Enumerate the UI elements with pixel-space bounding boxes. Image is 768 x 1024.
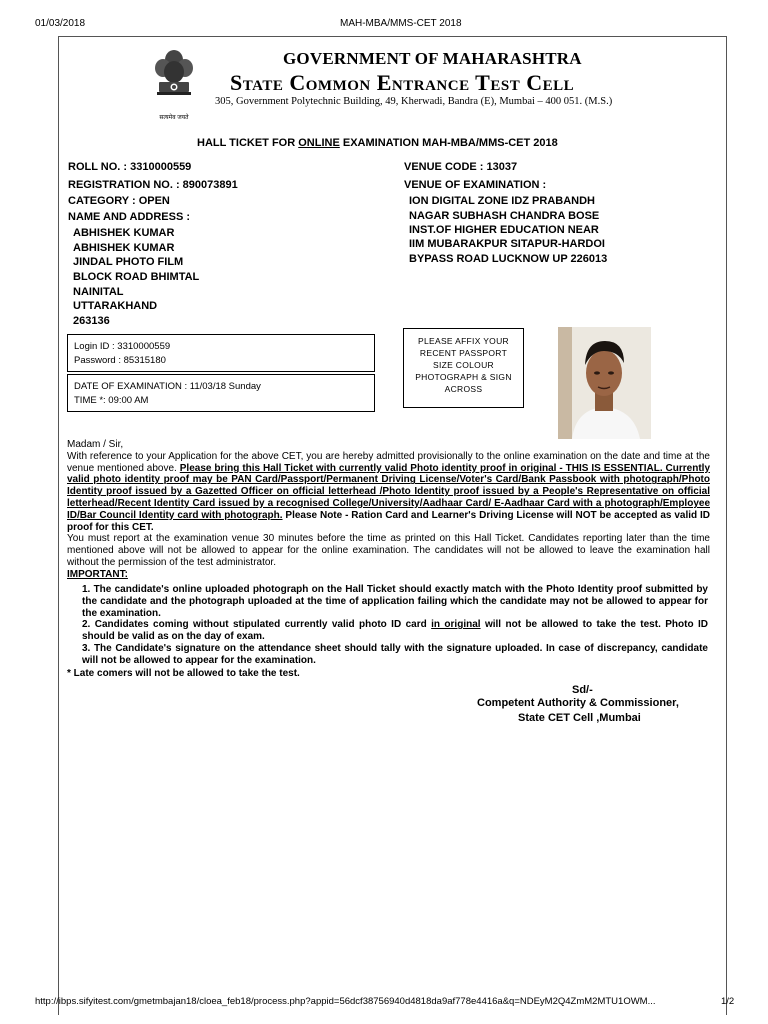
address-line: NAINITAL [73,286,124,298]
login-id: Login ID : 3310000559 [74,341,171,352]
emblem-motto: सत्यमेव जयते [159,115,189,121]
venue-code: VENUE CODE : 13037 [404,161,518,173]
salutation: Madam / Sir, [67,439,124,450]
late-comers-note: * Late comers will not be allowed to take the test. [67,668,300,679]
state-emblem-icon [150,46,198,121]
roll-number: ROLL NO. : 3310000559 [68,161,192,173]
venue-line: NAGAR SUBHASH CHANDRA BOSE [409,210,600,222]
instruction-point: 2. Candidates coming without stipulated currently valid photo ID card in original will not be allowed to take the test. Photo ID should be valid as on the day of exam. [82,619,708,642]
government-heading: GOVERNMENT OF MAHARASHTRA [283,49,582,68]
address-line: 263136 [73,315,110,327]
registration-number: REGISTRATION NO. : 890073891 [68,179,238,191]
signature-sd: Sd/- [572,684,593,696]
admission-paragraph: With reference to your Application for the above CET, you are hereby admitted provisionally to the online examination on the date and time at the venue mentioned above. Please bring this Hall Ticket with currently valid Photo identity proof in original - THIS IS ESSENTIAL. Currently valid photo identity proof may be PAN Card/Passport/Permanent Driving License/Voter's Card/Bank Passbook with photograph/Photo Identity proof issued by a Gazetted Officer on official letterhead /Photo Identity proof issued by a People's Representative on official letterhead/Recent Identity Card issued by a recognised College/University/Aadhaar Card/ E-Aadhaar Card with a photograph/Employee ID/Bar Council Identity card with photograph. Please Note - Ration Card and Learner's Driving License will NOT be accepted as valid ID proof for this CET. [67,450,710,533]
address-line: ABHISHEK KUMAR [73,227,175,239]
exam-time: TIME *: 09:00 AM [74,395,149,406]
print-url: http://ibps.sifyitest.com/gmetmbajan18/cloea_feb18/process.php?appid=56dcf38756940d4818da9af778e4416a&q=NDEyM2Q4ZmM2MTU1OWM... [35,996,656,1007]
address-line: ABHISHEK KUMAR [73,242,175,254]
hall-ticket-title: HALL TICKET FOR ONLINE EXAMINATION MAH-MBA/MMS-CET 2018 [197,137,558,149]
important-label: IMPORTANT: [67,568,128,580]
candidate-photo [558,327,651,439]
print-page-title: MAH-MBA/MMS-CET 2018 [340,18,462,29]
address-line: UTTARAKHAND [73,300,158,312]
address-line: JINDAL PHOTO FILM [73,256,184,268]
instruction-point: 3. The Candidate's signature on the attendance sheet should tally with the signature uploaded. In case of discrepancy, candidate will not be allowed to appear for the examination. [82,643,708,666]
category: CATEGORY : OPEN [68,195,170,207]
print-date: 01/03/2018 [35,18,86,29]
login-credentials-box [67,334,375,372]
venue-line: BYPASS ROAD LUCKNOW UP 226013 [409,253,608,265]
signature-office: State CET Cell ,Mumbai [518,712,641,724]
signature-authority: Competent Authority & Commissioner, [477,697,679,709]
login-password: Password : 85315180 [74,355,166,366]
office-address: 305, Government Polytechnic Building, 49, Kherwadi, Bandra (E), Mumbai – 400 051. (M.S.) [215,96,613,107]
exam-date: DATE OF EXAMINATION : 11/03/18 Sunday [74,381,261,392]
letter-body [67,439,710,581]
venue-line: INST.OF HIGHER EDUCATION NEAR [409,224,599,236]
exam-schedule-box [67,374,375,412]
cell-heading: State Common Entrance Test Cell [230,70,575,95]
venue-label: VENUE OF EXAMINATION : [404,179,547,191]
venue-line: IIM MUBARAKPUR SITAPUR-HARDOI [409,238,605,250]
venue-line: ION DIGITAL ZONE IDZ PRABANDH [409,195,595,207]
instruction-point: 1. The candidate's online uploaded photograph on the Hall Ticket should exactly match with the Photo Identity proof submitted by the candidate and the photograph uploaded at the time of application failing which the candidate may not be allowed to appear for the examination. [82,584,708,619]
affix-photo-box: PLEASE AFFIX YOUR RECENT PASSPORT SIZE COLOUR PHOTOGRAPH & SIGN ACROSS [403,328,524,408]
reporting-paragraph: You must report at the examination venue 30 minutes before the time as printed on this Hall Ticket. Candidates reporting later than the time mentioned above will not be allowed to appear for the online examination. The candidates will not be allowed to leave the examination hall without the permission of the test administrator. [67,533,710,568]
print-page-number: 1/2 [721,996,735,1007]
name-address-label: NAME AND ADDRESS : [68,211,191,223]
address-line: BLOCK ROAD BHIMTAL [73,271,200,283]
